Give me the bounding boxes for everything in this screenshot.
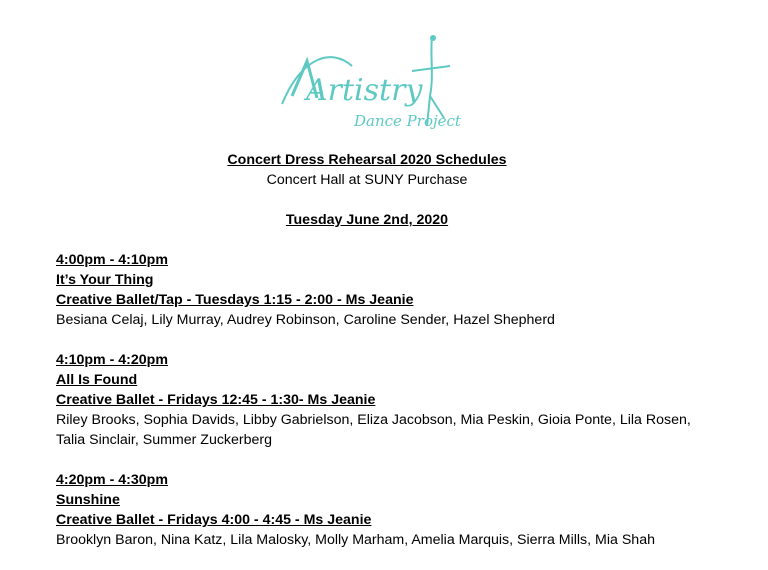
piece-title: All Is Found [56, 372, 138, 388]
page-title: Concert Dress Rehearsal 2020 Schedules [227, 152, 507, 168]
logo-name-bottom: Dance Project [354, 112, 461, 130]
schedule-list [56, 250, 696, 570]
dancer-logo-icon [262, 26, 476, 144]
schedule-slot [56, 470, 696, 550]
artistry-logo [262, 26, 476, 144]
dancer-list: Brooklyn Baron, Nina Katz, Lila Malosky, Molly Marham, Amelia Marquis, Sierra Mills, Mia Shah [56, 532, 655, 548]
dancer-list: Besiana Celaj, Lily Murray, Audrey Robinson, Caroline Sender, Hazel Shepherd [56, 312, 555, 328]
logo-name-top: Artistry [306, 73, 423, 108]
schedule-slot [56, 250, 696, 330]
slot-time: 4:10pm - 4:20pm [56, 352, 168, 368]
schedule-slot [56, 350, 696, 450]
rehearsal-date: Tuesday June 2nd, 2020 [285, 212, 449, 228]
venue-subtitle: Concert Hall at SUNY Purchase [266, 172, 468, 188]
piece-title: It’s Your Thing [56, 272, 154, 288]
slot-time: 4:20pm - 4:30pm [56, 472, 168, 488]
piece-title: Sunshine [56, 492, 120, 508]
class-info: Creative Ballet - Fridays 12:45 - 1:30- Ms Jeanie [56, 392, 376, 408]
slot-time: 4:00pm - 4:10pm [56, 252, 168, 268]
class-info: Creative Ballet - Fridays 4:00 - 4:45 - Ms Jeanie [56, 512, 372, 528]
class-info: Creative Ballet/Tap - Tuesdays 1:15 - 2:00 - Ms Jeanie [56, 292, 414, 308]
dancer-list: Riley Brooks, Sophia Davids, Libby Gabrielson, Eliza Jacobson, Mia Peskin, Gioia Ponte, Lila Rosen, Talia Sinclair, Summer Zuckerberg [56, 412, 691, 448]
